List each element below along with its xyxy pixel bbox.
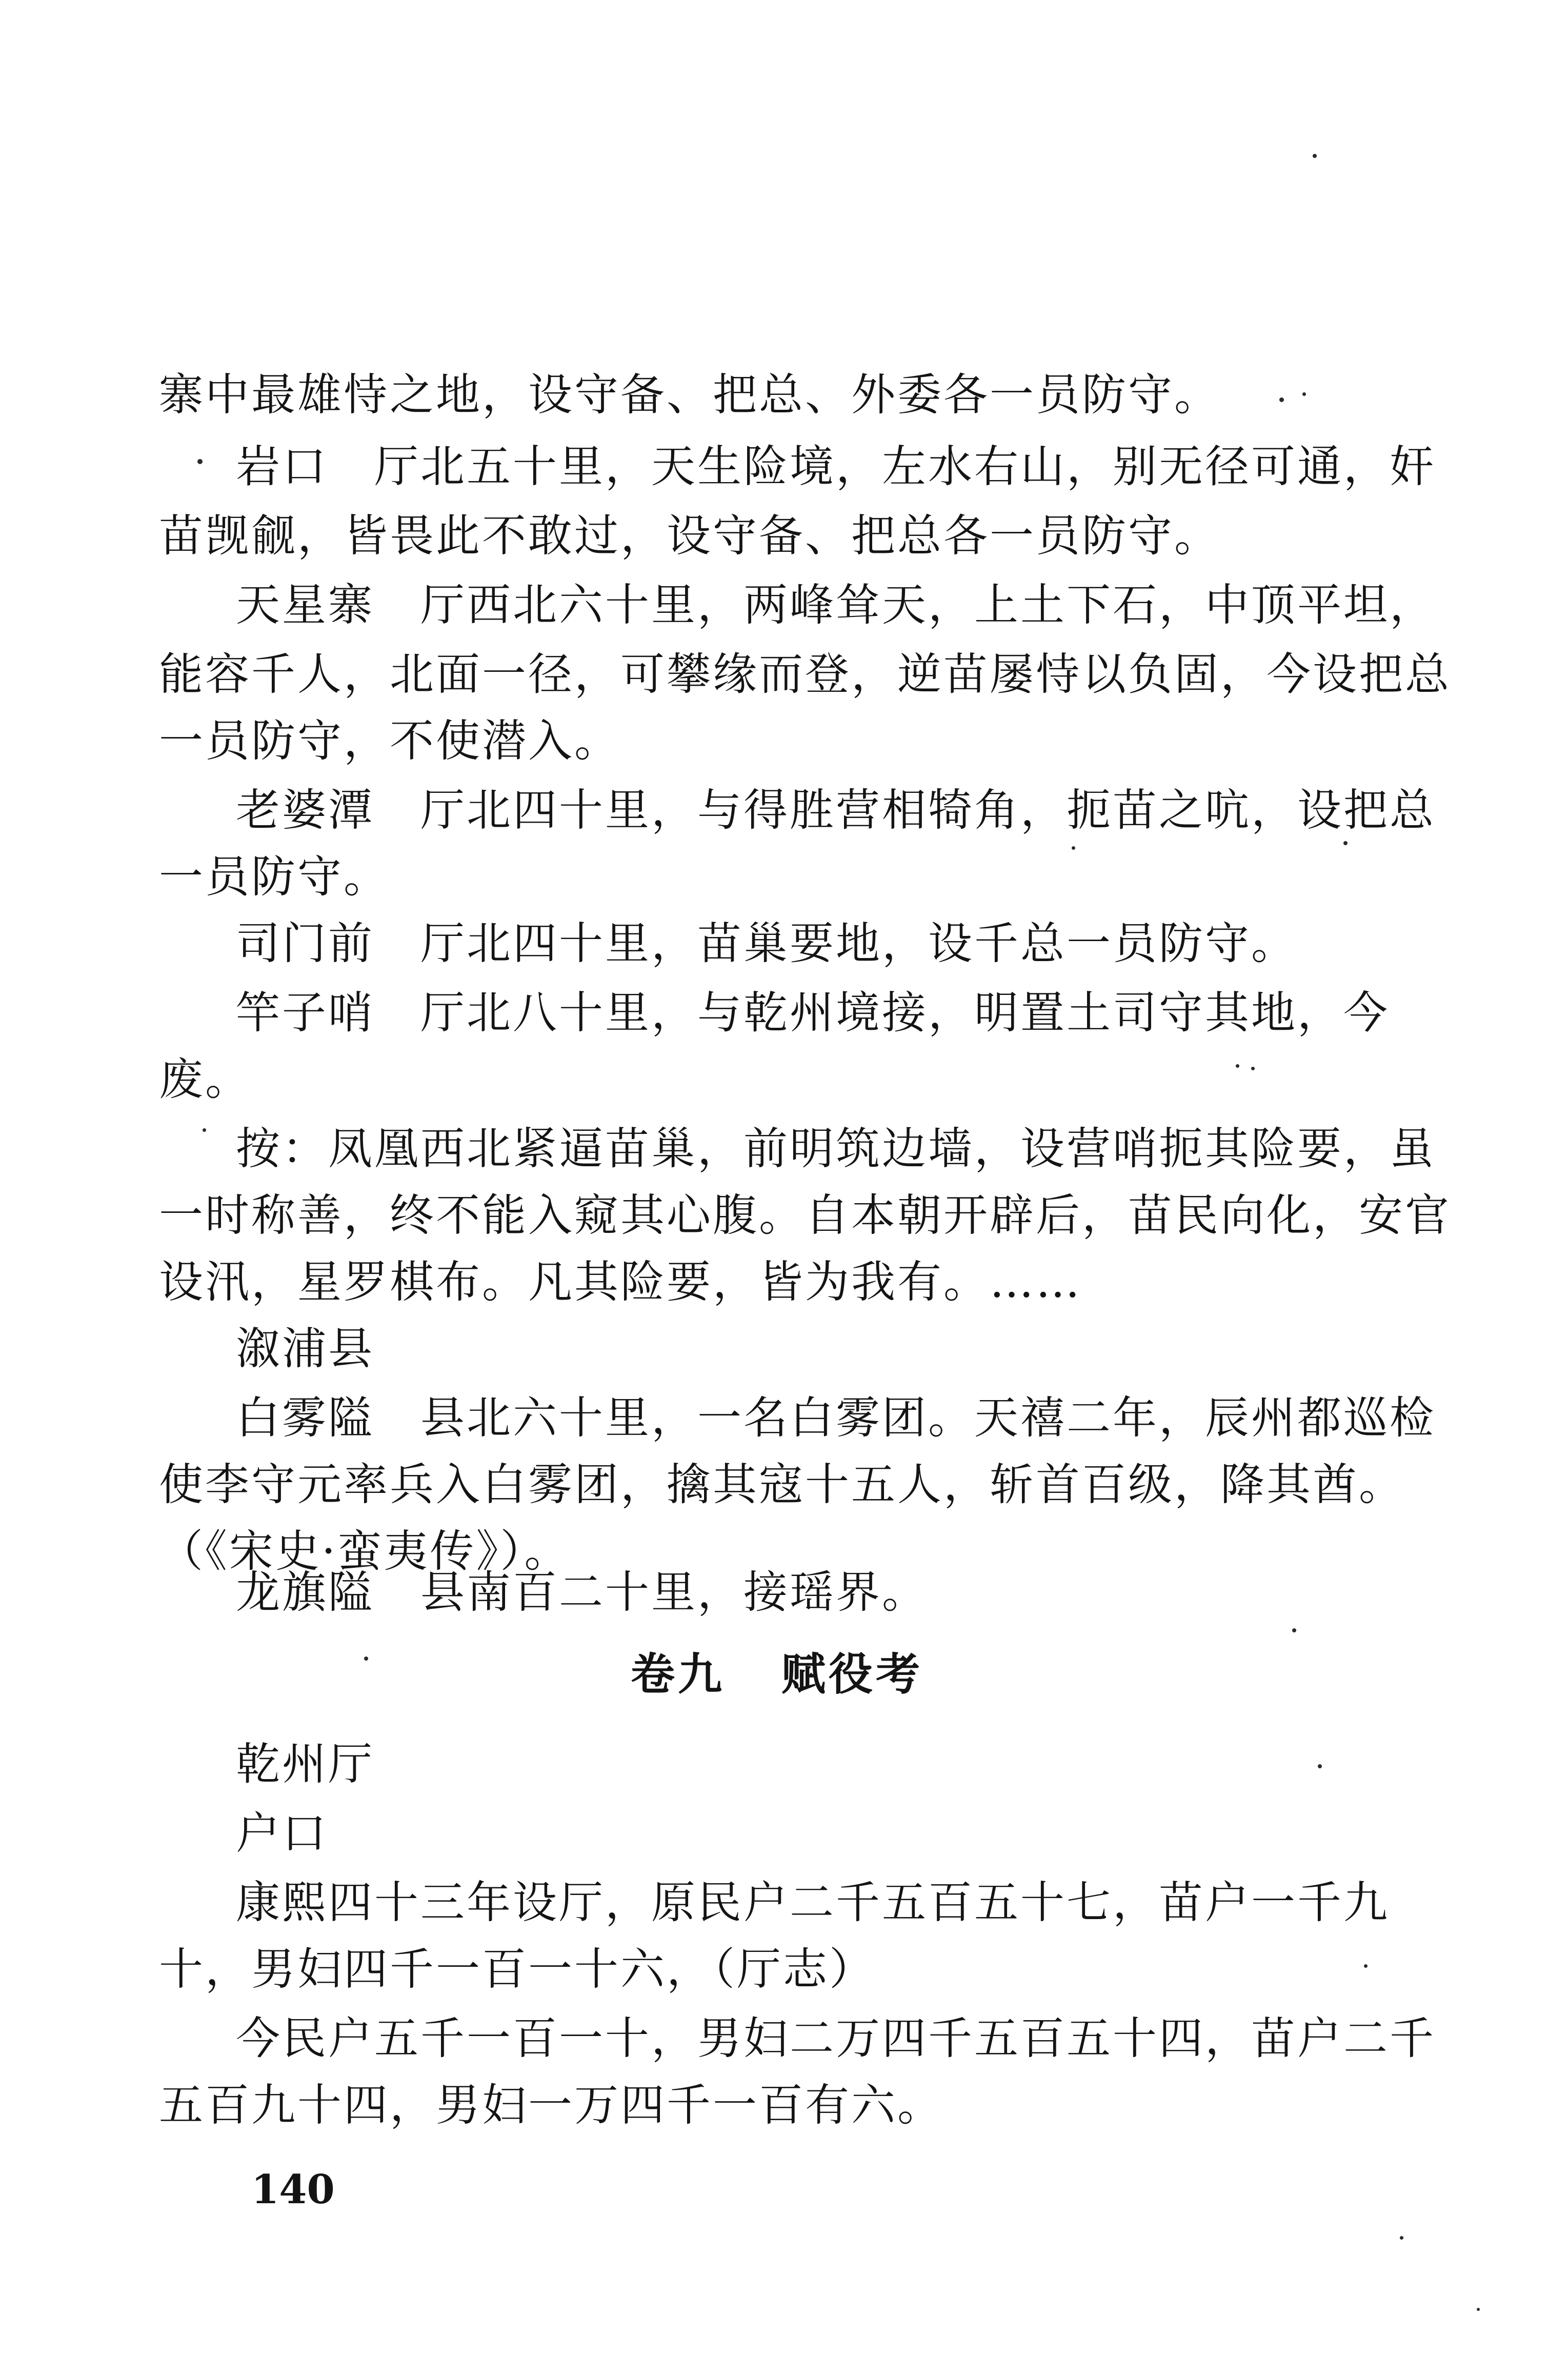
print-speck	[1343, 841, 1348, 845]
print-speck	[1302, 392, 1306, 396]
text-line-7: 老婆潭 厅北四十里，与得胜营相犄角，扼苗之吭，设把总	[236, 785, 1436, 836]
chapter-heading	[631, 1649, 923, 1700]
text-line-23: 十，男妇四千一百一十六，（厅志）	[159, 1944, 875, 1995]
text-line-21: 户口	[236, 1808, 328, 1859]
page-number: 140	[251, 2166, 335, 2213]
text-line-14: 设汛，星罗棋布。凡其险要，皆为我有。……	[159, 1256, 1082, 1308]
print-speck	[1313, 154, 1317, 158]
print-speck	[1072, 846, 1075, 850]
text-line-3: 苗觊觎，皆畏此不敢过，设守备、把总各一员防守。	[159, 510, 1220, 562]
text-line-11: 废。	[159, 1054, 251, 1105]
text-line-13: 一时称善，终不能入窥其心腹。自本朝开辟后，苗民向化，安官	[159, 1190, 1451, 1241]
print-speck	[1251, 1067, 1255, 1070]
text-line-2: 岩口 厅北五十里，天生险境，左水右山，别无径可通，奸	[236, 441, 1436, 492]
chapter-title: 赋役考	[781, 1648, 923, 1700]
text-line-4: 天星寨 厅西北六十里，两峰耸天，上土下石，中顶平坦，	[236, 580, 1436, 631]
print-speck	[1400, 2236, 1403, 2240]
text-line-8: 一员防守。	[159, 851, 390, 903]
text-line-6: 一员防守，不使潜入。	[159, 715, 620, 767]
text-line-18: （《宋史·蛮夷传》）。	[159, 1526, 571, 1577]
print-speck	[203, 1128, 206, 1132]
print-speck	[1292, 1628, 1296, 1632]
text-line-20: 乾州厅	[236, 1739, 374, 1790]
text-line-1: 寨中最雄恃之地，设守备、把总、外委各一员防守。	[159, 369, 1220, 421]
text-line-10: 竿子哨 厅北八十里，与乾州境接，明置土司守其地，今	[236, 987, 1390, 1039]
text-line-5: 能容千人，北面一径，可攀缘而登，逆苗屡恃以负固，今设把总	[159, 649, 1451, 700]
text-line-15: 溆浦县	[236, 1323, 374, 1374]
text-line-16: 白雾隘 县北六十里，一名白雾团。天禧二年，辰州都巡检	[236, 1392, 1436, 1444]
text-line-12: 按：凤凰西北紧逼苗巢，前明筑边墙，设营哨扼其险要，虽	[236, 1123, 1436, 1174]
text-line-17: 使李守元率兵入白雾团，擒其寇十五人，斩首百级，降其酋。	[159, 1459, 1405, 1510]
text-line-22: 康熙四十三年设厅，原民户二千五百五十七，苗户一千九	[236, 1877, 1390, 1928]
print-speck	[197, 459, 203, 464]
print-speck	[1279, 397, 1284, 402]
chapter-volume: 卷九	[631, 1648, 725, 1700]
print-speck	[1477, 2308, 1480, 2311]
print-speck	[1318, 1764, 1322, 1768]
print-speck	[364, 1657, 368, 1661]
text-line-25: 五百九十四，男妇一万四千一百有六。	[159, 2080, 943, 2131]
print-speck	[1364, 1964, 1368, 1968]
text-line-24: 今民户五千一百一十，男妇二万四千五百五十四，苗户二千	[236, 2013, 1436, 2064]
text-line-9: 司门前 厅北四十里，苗巢要地，设千总一员防守。	[236, 918, 1297, 969]
text-line-19: 龙旗隘 县南百二十里，接瑶界。	[236, 1567, 928, 1618]
print-speck	[1236, 1064, 1239, 1068]
